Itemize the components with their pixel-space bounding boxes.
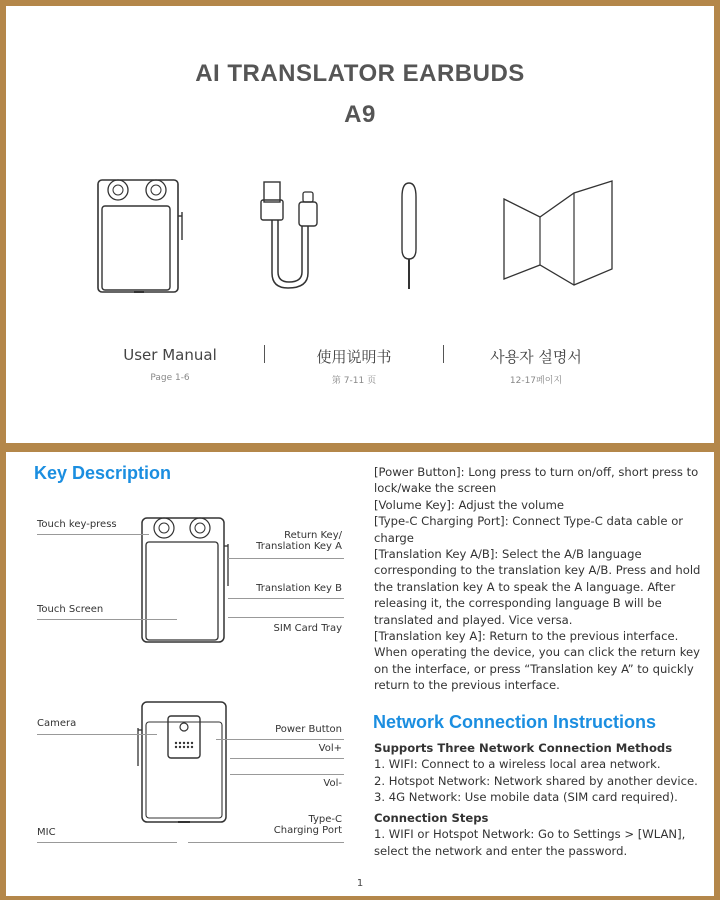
label-typec-port: Type-C Charging Port: [273, 814, 342, 836]
leader-line: [37, 619, 177, 620]
manual-english-label: User Manual: [123, 346, 217, 364]
leader-line: [216, 739, 344, 740]
leader-line: [228, 617, 344, 618]
method-item: 3. 4G Network: Use mobile data (SIM card required).: [374, 790, 678, 805]
device-back-diagram: [138, 700, 232, 824]
device-front-diagram: [138, 516, 230, 644]
label-camera: Camera: [37, 718, 77, 729]
manual-korean-pages: 12-17페이지: [509, 376, 563, 386]
key-description-heading: Key Description: [34, 463, 172, 483]
desc-translation-key-a: [Translation key A]: Return to the previous interface. When operating the device, you can click the return key on the interface, or press “Translation key A” to quickly return to the previous interface.: [374, 629, 700, 693]
leader-line: [188, 842, 344, 843]
leader-line: [230, 774, 344, 775]
desc-typec-port: [Type-C Charging Port]: Connect Type-C data cable or charge: [374, 514, 684, 545]
key-descriptions: [374, 464, 704, 694]
leader-line: [37, 734, 157, 735]
label-vol-up: Vol+: [318, 743, 342, 754]
page-number: 1: [356, 878, 364, 889]
manual-english-pages: Page 1-6: [150, 373, 190, 383]
label-mic: MIC: [37, 827, 56, 838]
label-translation-key-b: Translation Key B: [256, 583, 342, 594]
desc-power-button: [Power Button]: Long press to turn on/off, short press to lock/wake the screen: [374, 465, 699, 496]
leader-line: [228, 558, 344, 559]
manual-page: [6, 452, 714, 896]
usb-c-cable-icon: [258, 178, 328, 293]
method-item: 2. Hotspot Network: Network shared by another device.: [374, 773, 698, 788]
step-item: 1. WIFI or Hotspot Network: Go to Settings > [WLAN], select the network and enter the password.: [374, 827, 686, 858]
device-icon: [94, 176, 184, 296]
leader-line: [37, 534, 149, 535]
cover-panel: [6, 6, 714, 443]
label-power-button: Power Button: [275, 724, 342, 735]
network-methods: [374, 740, 704, 806]
label-touch-key: Touch key-press: [37, 519, 117, 530]
sim-eject-pin-icon: [394, 179, 424, 294]
manual-chinese-label: 使用说明书: [316, 348, 392, 366]
label-touch-screen: Touch Screen: [37, 604, 104, 615]
methods-title: Supports Three Network Connection Methods: [374, 741, 673, 755]
cover-title: AI TRANSLATOR EARBUDS: [195, 60, 525, 87]
leader-line: [230, 758, 344, 759]
manual-chinese-pages: 第 7-11 页: [331, 376, 377, 386]
network-heading: Network Connection Instructions: [373, 712, 657, 732]
method-item: 1. WIFI: Connect to a wireless local area network.: [374, 757, 661, 772]
leader-line: [228, 598, 344, 599]
desc-volume-key: [Volume Key]: Adjust the volume: [374, 497, 565, 512]
desc-translation-key-ab: [Translation Key A/B]: Select the A/B language corresponding to the translation key A/B. Press and hold the translation key A to speak the A language. After releasing it, the corresponding language B will be translated and played. Vice versa.: [374, 547, 701, 627]
folded-manual-icon: [502, 179, 618, 295]
divider: [443, 345, 444, 363]
manual-korean-label: 사용자 설명서: [490, 348, 582, 366]
cover-model: A9: [344, 101, 376, 128]
connection-steps: [374, 810, 704, 859]
steps-title: Connection Steps: [374, 811, 489, 825]
label-sim-tray: SIM Card Tray: [273, 623, 342, 634]
leader-line: [37, 842, 177, 843]
label-vol-down: Vol-: [323, 778, 342, 789]
label-return-key: Return Key/ Translation Key A: [256, 530, 342, 552]
